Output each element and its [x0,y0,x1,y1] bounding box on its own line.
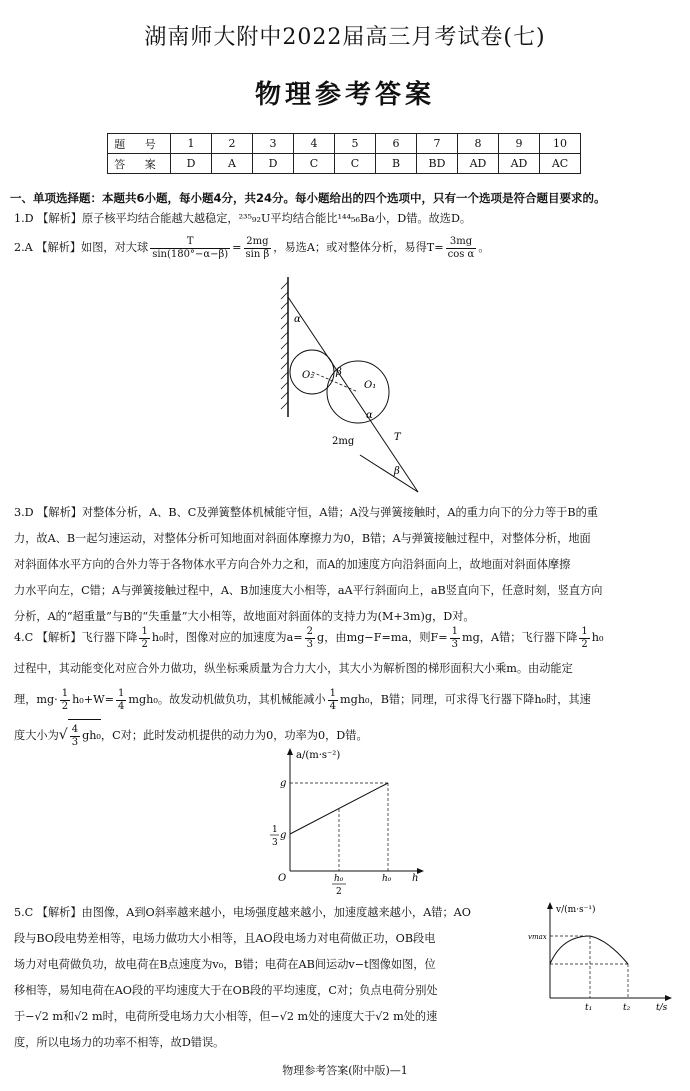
alpha-label: α [294,314,301,325]
force-resultant [360,455,418,492]
tick-g: g [280,778,287,789]
tick-t2: t₂ [623,1003,631,1012]
table-cell: 9 [499,134,540,154]
page-footer: 物理参考答案(附中版)—1 [282,1064,408,1077]
table-cell: B [376,154,417,174]
tick-h0-half-den: 2 [336,887,342,896]
center-line [312,372,358,392]
table-cell: C [335,154,376,174]
tick-h0: h₀ [382,874,392,884]
rope [288,297,418,492]
curve-ao [550,936,590,964]
tick-third-g: g [280,830,287,841]
y-arrow [287,748,293,755]
table-cell: 7 [417,134,458,154]
fraction: $\frac{2mg}{\text{sin β}}$ [245,235,270,260]
section-heading: 一、单项选择题：本题共6小题，每小题4分，共24分。每小题给出的四个选项中，只有一个选项是符合题目要求的。 [10,191,606,205]
table-cell: 4 [294,134,335,154]
q2-mid: ，易选A；或对整体分析，易得 [273,241,427,254]
table-cell: A [212,154,253,174]
y-axis-label: v/(m·s⁻¹) [556,905,596,915]
q5-line: 于−√2 m和√2 m时，电荷所受电场力大小相等，但−√2 m处的速度大于√2 m处的速 [14,1010,438,1023]
table-cell: 5 [335,134,376,154]
table-row-label: 题 号 [108,134,171,154]
alpha-label-2: α [366,410,373,421]
force-2mg-label: 2mg [332,436,355,447]
q5-line: 度，所以电场力的功率不相等，故D错误。 [14,1036,225,1049]
page-subtitle: 物理参考答案 [254,80,435,110]
table-cell: D [171,154,212,174]
answer-q2: 2.A 【解析】如图，对大球 $\frac{T}{\sin(180^\circ-\alpha-\beta)}$ = $\frac{2mg}{\text{sin β}}$ ，易选A；或对整体分析，易得T= $\frac{3mg}{\text{cos α}}$ 。 [14,235,490,260]
q5-line: 段与BO段电势差相等，电场力做功大小相等，且AO段电场力对电荷做正功，OB段电 [14,932,436,945]
q3-line: 分析，A的“超重量”与B的“失重量”大小相等，故地面对斜面体的支持力为(M+3m)g，D对。 [14,610,475,623]
table-cell: 1 [171,134,212,154]
y-arrow [547,902,553,909]
tick-vmax: vmax [528,933,547,941]
beta-label: β [336,367,342,378]
origin-label: O [278,873,287,884]
answer-q3 [14,500,678,630]
q4-line: 4.C 【解析】飞行器下降 $\frac{1}{2}$ h₀时，图像对应的加速度为a= $\frac{2}{3}$ g，由mg−F=ma，则F= $\frac{1}{3}$ mg，A错；飞行器下降 $\frac{1}{2}$ h₀ [14,625,604,650]
table-row [108,134,581,154]
q4-line: 过程中，其动能变化对应合外力做功，纵坐标乘质量为合力大小，其大小为解析图的梯形面积大小乘m。由动能定 [14,662,573,675]
table-row [108,154,581,174]
y-axis-label: a/(m·s⁻²) [296,750,341,761]
q3-line: 力，故A、B一起匀速运动，对整体分析可知地面对斜面体摩擦力为0，B错；A与弹簧接触过程中，对整体分析，地面 [14,532,591,545]
x-axis-label: h [412,873,419,884]
tick-third-num: 1 [272,825,278,835]
table-cell: AC [540,154,581,174]
wall-hatching [281,282,288,409]
q3-line: 对斜面体水平方向的合外力等于各物体水平方向合外力之和，而A的加速度方向沿斜面向上，故地面对斜面体摩擦 [14,558,571,571]
page-title: 湖南师大附中2022届高三月考试卷(七) [144,25,546,50]
q5-line: 5.C 【解析】由图像，A到O斜率越来越小，电场强度越来越小，加速度越来越小，A错；AO [14,906,471,919]
x-arrow [665,995,672,1001]
table-cell: AD [499,154,540,174]
o1-label: O₁ [364,380,377,391]
fraction: $\frac{3mg}{\text{cos α}}$ [447,235,475,260]
table-cell: D [253,154,294,174]
q4-line: 理，mg· $\frac{1}{2}$ h₀+W= $\frac{1}{4}$ mgh₀。故发动机做负功，其机械能减小 $\frac{1}{4}$ mgh₀，B错；同理，可求得飞行器下降h₀时，其速 [14,687,591,712]
q3-line: 3.D 【解析】对整体分析，A、B、C及弹簧整体机械能守恒，A错；A没与弹簧接触时，A的重力向下的分力等于B的重 [14,506,598,519]
figure-spheres [270,272,440,502]
tick-third-den: 3 [272,838,278,848]
beta-label-2: β [394,466,400,477]
q5-line: 场力对电荷做负功，故电荷在B点速度为v₀，B错；电荷在AB间运动v−t图像如图，位 [14,958,436,971]
answer-q1: 1.D 【解析】原子核平均结合能越大越稳定，²³⁵₉₂U平均结合能比¹⁴⁴₅₆Ba小，D错。故选D。 [14,212,472,225]
table-cell: C [294,154,335,174]
q4-line: 度大小为√ $\frac{4}{3}$ gh₀，C对；此时发动机提供的动力为0，功率为0，D错。 [14,719,678,751]
figure-v-t-graph [528,900,678,1012]
table-cell: 8 [458,134,499,154]
table-cell: BD [417,154,458,174]
q5-line: 移相等，易知电荷在AO段的平均速度大于在OB段的平均速度，C对；负点电荷分别处 [14,984,438,997]
fraction: $\frac{T}{\sin(180^\circ-\alpha-\beta)}$ [152,235,229,260]
q3-line: 力水平向左，C错；A与弹簧接触过程中，A、B加速度大小相等，aA平行斜面向上，aB竖直向下，任意时刻，竖直方向 [14,584,603,597]
answer-q4 [14,622,678,751]
table-cell: 10 [540,134,581,154]
table-cell: 2 [212,134,253,154]
answer-table [107,133,581,174]
table-cell: 3 [253,134,294,154]
answer-q5 [14,900,534,1056]
q2-prefix: 2.A 【解析】如图，对大球 [14,241,149,254]
o2-label: O₂ [302,370,315,381]
table-row-label: 答 案 [108,154,171,174]
x-axis-label: t/s [656,1003,668,1012]
tick-t1: t₁ [585,1003,593,1012]
table-cell: 6 [376,134,417,154]
curve-ob [590,936,628,964]
force-t-label: T [394,432,401,443]
table-cell: AD [458,154,499,174]
figure-a-h-graph [262,746,432,896]
tick-h0-half: h₀ [334,874,344,884]
